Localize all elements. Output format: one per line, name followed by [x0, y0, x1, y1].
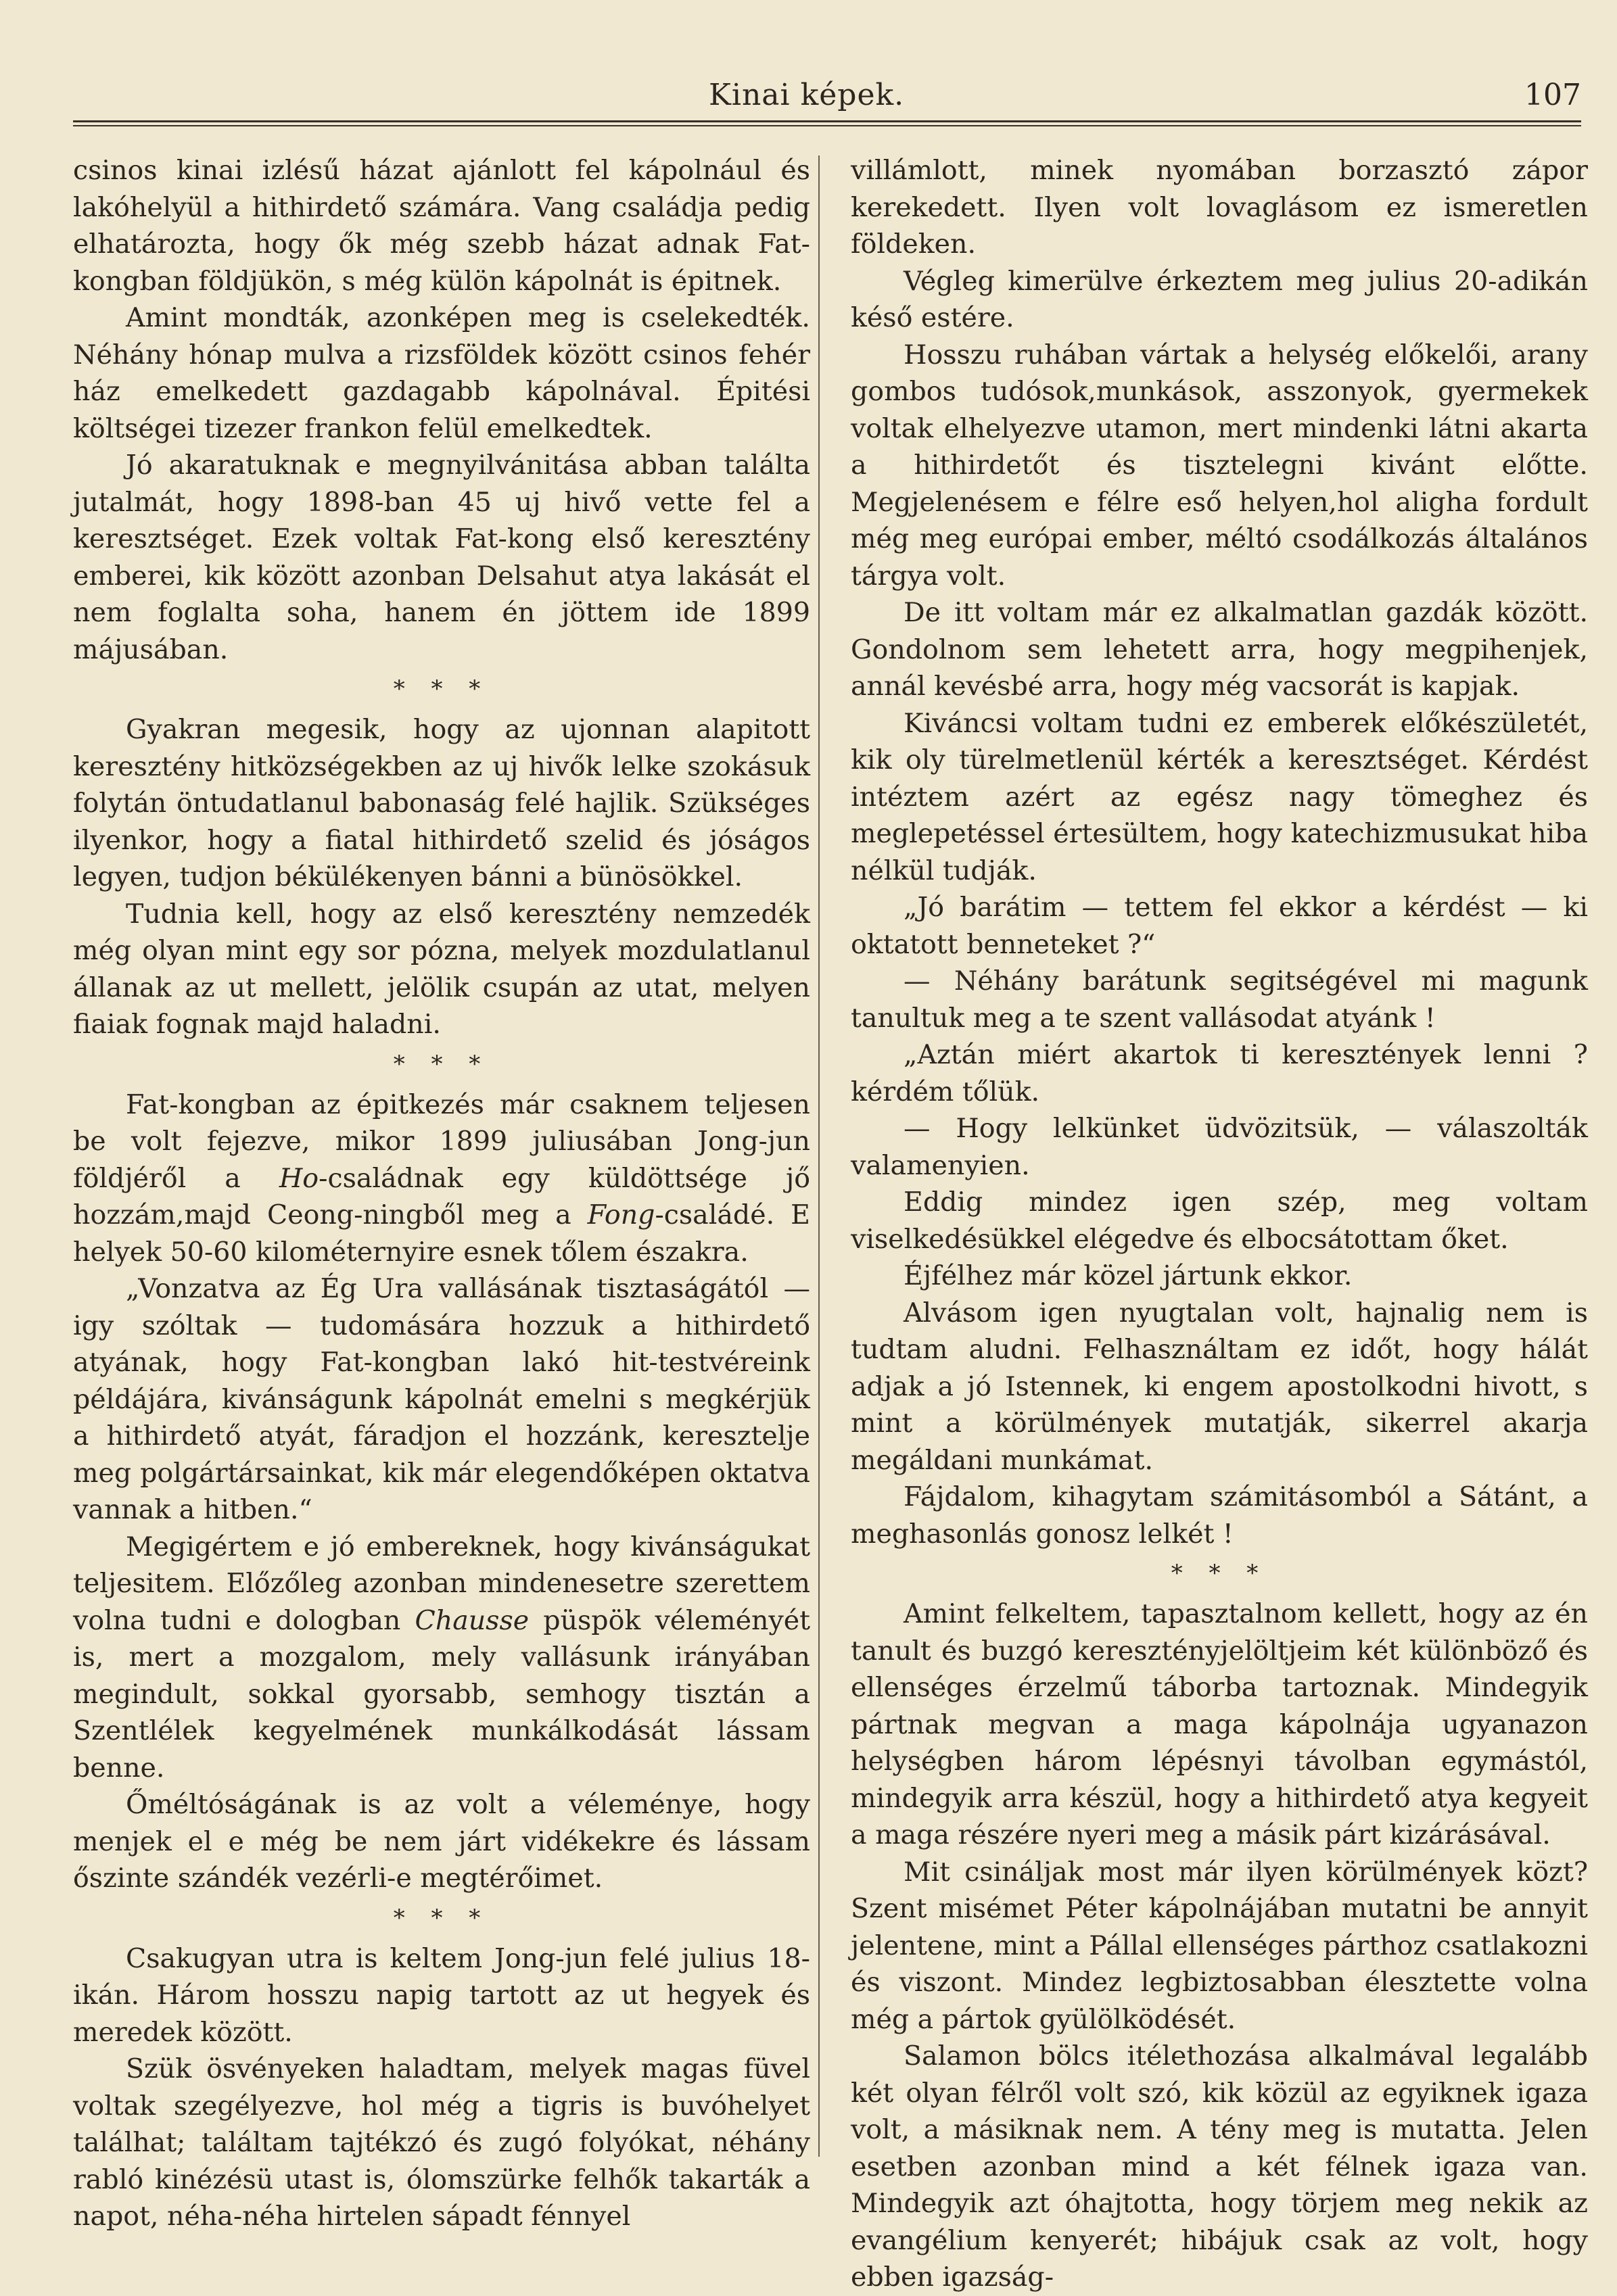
- page-number: 107: [1524, 78, 1581, 112]
- italic-name: Chausse: [415, 1604, 530, 1636]
- text-run: -családé. E helyek 50-60 kilométernyire esnek tőlem északra.: [73, 1199, 810, 1268]
- text-run: Fat-kongban az épitkezés már csaknem teljesen be volt fejezve, mikor 1899 juliusában Jong-jun földjéről a: [73, 1089, 810, 1194]
- column-divider: [818, 156, 820, 2157]
- paragraph: De itt voltam már ez alkalmatlan gazdák között. Gondolnom sem lehetett arra, hogy megpihenjek, annál kevésbé arra, hogy még vacsorát is kapjak.: [851, 597, 1588, 702]
- paragraph: Hosszu ruhában vártak a helység előkelői, arany gombos tudósok,munkások, asszonyok, gyermekek voltak elhelyezve utamon, mert mindenki látni akarta a hithirdetőt és tisztelegni kivánt előtte. Megjelenésem e félre eső helyen,hol aligha fordult még meg európai ember, méltó csodálkozás általános tárgya volt.: [851, 339, 1588, 592]
- paragraph: [73, 1529, 810, 1787]
- text-run: Megigértem e jó embereknek, hogy kivánságukat teljesitem. Előzőleg azonban mindenesetre szerettem volna tudni e dologban: [73, 1531, 810, 1636]
- paragraph: Mit csináljak most már ilyen körülmények közt? Szent misémet Péter kápolnájában mutatni be annyit jelentene, mint a Pállal ellenséges párthoz csatlakozni és viszont. Mindez legbiztosabban élesztette volna még a pártok gyülölködését.: [851, 1856, 1588, 2035]
- paragraph: Fájdalom, kihagytam számitásomból a Sátánt, a meghasonlás gonosz lelkét !: [851, 1481, 1588, 1550]
- paragraph: Salamon bölcs itélethozása alkalmával legalább két olyan félről volt szó, kik közül az egyiknek igaza volt, a másiknak nem. A tény meg is mutatta. Jelen esetben azonban mind a két félnek igaza van. Mindegyik azt óhajtotta, hogy törjem meg nekik az evangélium kenyerét; hibájuk csak az volt, hogy ebben igazság-: [851, 2040, 1588, 2293]
- italic-name: Fong: [587, 1199, 655, 1230]
- paragraph: — Néhány barátunk segitségével mi magunk tanultuk meg a te szent vallásodat atyánk !: [851, 965, 1588, 1034]
- text-run: -családnak egy küldöttsége jő hozzám,majd Ceong-ningből meg a: [73, 1162, 811, 1230]
- paragraph: Eddig mindez igen szép, meg voltam viselkedésükkel elégedve és elbocsátottam őket.: [851, 1187, 1588, 1255]
- paragraph: Csakugyan utra is keltem Jong-jun felé julius 18-ikán. Három hosszu napig tartott az ut hegyek és meredek között.: [73, 1942, 810, 2048]
- paragraph: Kiváncsi voltam tudni ez emberek előkészületét, kik oly türelmetlenül kérték a keresztséget. Kérdést intéztem azért az egész nagy tömeghez és meglepetéssel értesültem, hogy katechizmusukat hiba nélkül tudják.: [851, 707, 1588, 886]
- left-column: [73, 152, 810, 2235]
- paragraph: „Jó barátim — tettem fel ekkor a kérdést — ki oktatott benneteket ?“: [851, 892, 1588, 960]
- section-break-asterisks: * * *: [1171, 1560, 1268, 1587]
- running-title: Kinai képek.: [709, 78, 905, 112]
- paragraph: [73, 1086, 810, 1271]
- paragraph: Őméltóságának is az volt a véleménye, hogy menjek el e még be nem járt vidékekre és lássam őszinte szándék vezérli-e megtérőimet.: [73, 1789, 810, 1894]
- paragraph: Amint mondták, azonképen meg is cselekedték. Néhány hónap mulva a rizsföldek között csinos fehér ház emelkedett gazdagabb kápolnával. Épitési költségei tizezer frankon felül emelkedtek.: [73, 302, 810, 444]
- paragraph: „Aztán miért akartok ti keresztények lenni ? kérdém tőlük.: [851, 1039, 1588, 1107]
- running-header: [73, 78, 1581, 118]
- section-break-asterisks: * * *: [393, 675, 490, 702]
- section-break-asterisks: * * *: [393, 1050, 490, 1078]
- header-rule: [73, 120, 1581, 126]
- section-break-asterisks: * * *: [393, 1904, 490, 1932]
- italic-name: Ho: [279, 1162, 319, 1194]
- paragraph: Éjfélhez már közel jártunk ekkor.: [904, 1260, 1353, 1291]
- paragraph: Tudnia kell, hogy az első keresztény nemzedék még olyan mint egy sor pózna, melyek mozdulatlanul állanak az ut mellett, jelölik csupán az utat, melyen fiaiak fognak majd haladni.: [73, 898, 810, 1040]
- paragraph: — Hogy lelkünket üdvözitsük, — válaszolták valamenyien.: [851, 1113, 1588, 1181]
- paragraph: Jó akaratuknak e megnyilvánitása abban találta jutalmát, hogy 1898-ban 45 uj hivő vette fel a keresztséget. Ezek voltak Fat-kong első keresztény emberei, kik között azonban Delsahut atya lakását el nem foglalta soha, hanem én jöttem ide 1899 májusában.: [73, 450, 810, 665]
- paragraph: villámlott, minek nyomában borzasztó zápor kerekedett. Ilyen volt lovaglásom ez ismeretlen földeken.: [851, 155, 1588, 260]
- paragraph: Alvásom igen nyugtalan volt, hajnalig nem is tudtam aludni. Felhasználtam ez időt, hogy hálát adjak a jó Istennek, ki engem apostolkodni hivott, s mint a körülmények mutatják, sikerrel akarja megáldani munkámat.: [851, 1297, 1588, 1476]
- paragraph: Szük ösvényeken haladtam, melyek magas füvel voltak szegélyezve, hol még a tigris is buvóhelyet találhat; találtam tajtékzó és zugó folyókat, néhány rabló kinézésü utast is, ólomszürke felhők takarták a napot, néha-néha hirtelen sápadt fénnyel: [73, 2053, 810, 2232]
- paragraph: csinos kinai izlésű házat ajánlott fel kápolnául és lakóhelyül a hithirdető számára. Vang családja pedig elhatározta, hogy ők még szebb házat adnak Fat-kongban földjükön, s még külön kápolnát is épitnek.: [73, 155, 810, 297]
- paragraph: Végleg kimerülve érkeztem meg julius 20-adikán késő estére.: [851, 265, 1588, 333]
- paragraph: „Vonzatva az Ég Ura vallásának tisztaságától — igy szóltak — tudomására hozzuk a hithirdető atyának, hogy Fat-kongban lakó hit-testvéreink példájára, kivánságunk kápolnát emelni s megkérjük a hithirdető atyát, fáradjon el hozzánk, keresztelje meg polgártársainkat, kik már elegendőképen oktatva vannak a hitben.“: [73, 1273, 810, 1525]
- paragraph: Amint felkeltem, tapasztalnom kellett, hogy az én tanult és buzgó keresztényjelöltjeim két különböző és ellenséges érzelmű táborba tartoznak. Mindegyik pártnak megvan a maga kápolnája ugyanazon helységben három lépésnyi távolban egymástól, mindegyik arra készül, hogy a hithirdető atya kegyeit a maga részére nyeri meg a másik párt kizárásával.: [851, 1598, 1588, 1850]
- paragraph: Gyakran megesik, hogy az ujonnan alapitott keresztény hitközségekben az uj hivők lelke szokásuk folytán öntudatlanul babonaság felé hajlik. Szükséges ilyenkor, hogy a fiatal hithirdető szelid és jóságos legyen, tudjon békülékenyen bánni a bünösökkel.: [73, 714, 810, 892]
- text-run: püspök véleményét is, mert a mozgalom, mely vallásunk irányában megindult, sokkal gyorsabb, semhogy tisztán a Szentlélek kegyelmének munkálkodását lássam benne.: [73, 1604, 810, 1784]
- right-column: [851, 152, 1588, 2296]
